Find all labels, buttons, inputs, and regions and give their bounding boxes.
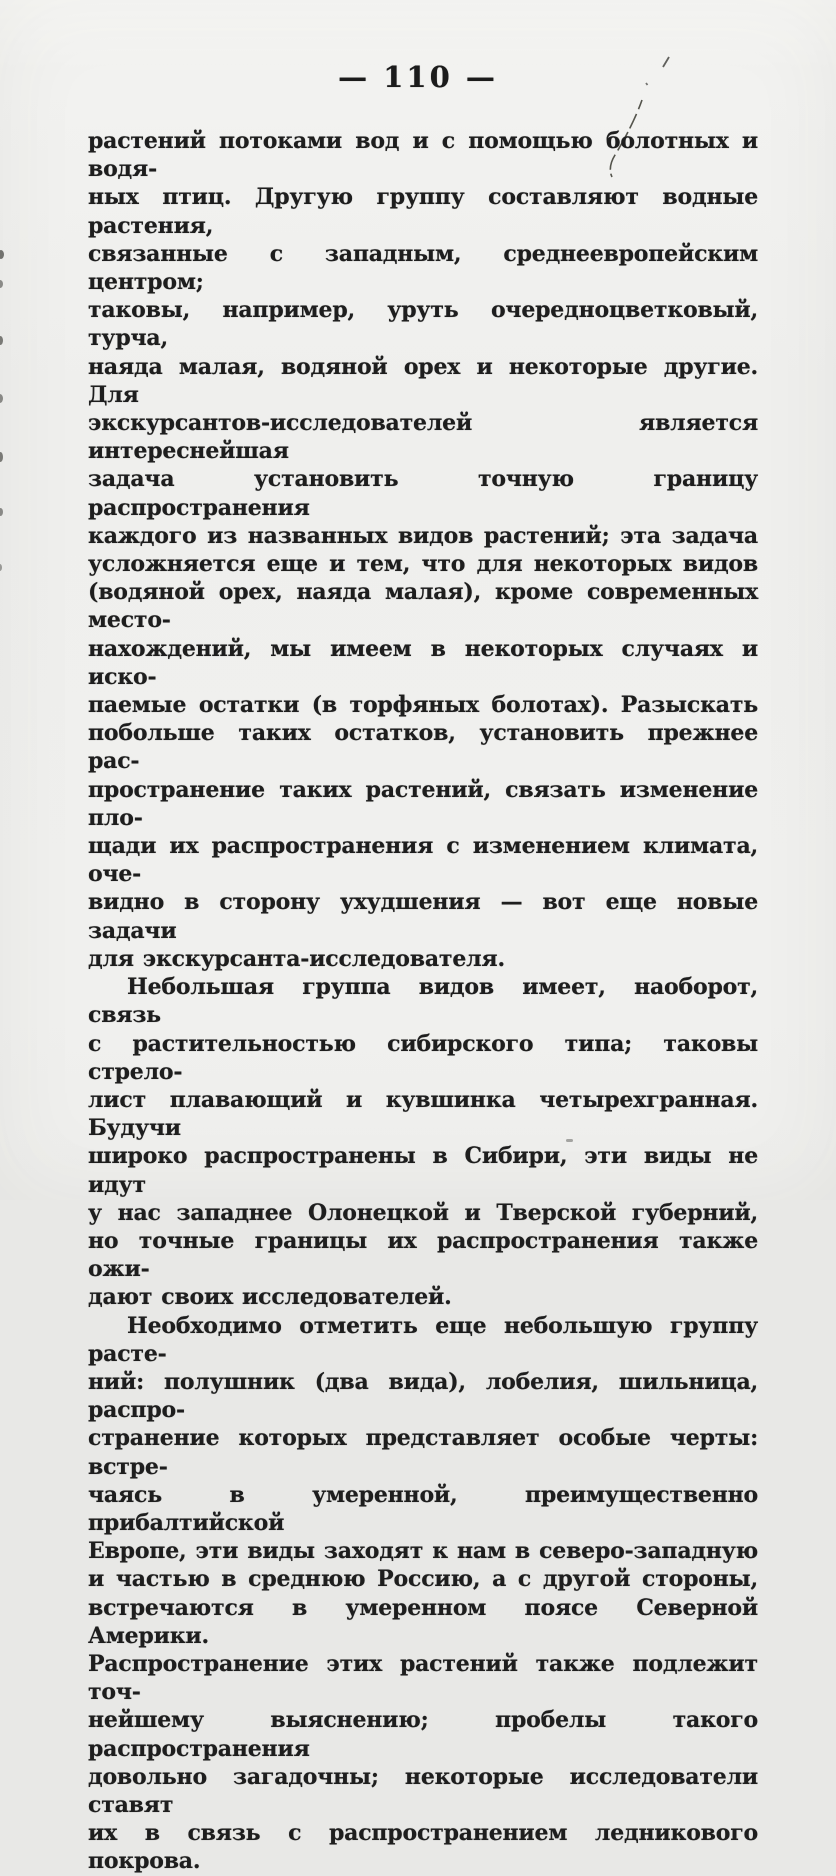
text-line: Европе, эти виды заходят к нам в северо-западную	[88, 1538, 758, 1565]
text-line: лист плавающий и кувшинка четырехгранная. Будучи	[88, 1086, 758, 1142]
text-line: Небольшая группа видов имеет, наоборот, связь	[88, 974, 758, 1029]
text-line: видно в сторону ухудшения — вот еще новые задачи	[88, 889, 758, 944]
text-line: наяда малая, водяной орех и некоторые другие. Для	[88, 353, 758, 408]
text-line: Необходимо отметить еще небольшую группу расте-	[88, 1312, 758, 1367]
text-line: Распространение этих растений также подлежит точ-	[88, 1650, 758, 1706]
text-line: каждого из названных видов растений; эта задача	[88, 522, 758, 549]
text-line: усложняется еще и тем, что для некоторых видов	[88, 551, 758, 578]
text-line: с растительностью сибирского типа; таковы стрело-	[88, 1030, 758, 1085]
text-line: широко распространены в Сибири, эти виды не идут	[88, 1143, 758, 1198]
paragraph	[88, 1312, 758, 1876]
text-line: щади их распространения с изменением климата, оче-	[88, 833, 758, 888]
scan-speck	[0, 564, 2, 571]
text-line: паемые остатки (в торфяных болотах). Разыскать	[88, 692, 758, 719]
text-line: довольно загадочны; некоторые исследователи ставят	[88, 1763, 758, 1818]
paragraph	[88, 127, 758, 973]
scan-speck	[0, 336, 3, 345]
text-line: их в связь с распространением ледникового покрова.	[88, 1820, 758, 1875]
text-line: нахождений, мы имеем в некоторых случаях и иско-	[88, 635, 758, 690]
scan-speck	[0, 452, 3, 462]
body-text	[88, 127, 758, 1876]
text-line: странение которых представляет особые черты: встре-	[88, 1425, 758, 1480]
paragraph	[88, 973, 758, 1311]
text-line: побольше таких остатков, установить прежнее рас-	[88, 720, 758, 775]
text-line: дают своих исследователей.	[88, 1284, 452, 1311]
scan-speck	[0, 250, 4, 259]
text-line: но точные границы их распространения также ожи-	[88, 1227, 758, 1283]
scan-speck	[0, 280, 3, 288]
text-line: встречаются в умеренном поясе Северной Америки.	[88, 1594, 758, 1649]
text-line: нейшему выяснению; пробелы такого распространения	[88, 1707, 758, 1762]
scan-speck	[0, 394, 3, 403]
text-line: связанные с западным, среднеевропейским центром;	[88, 240, 758, 296]
text-line: экскурсантов-исследователей является интереснейшая	[88, 410, 758, 465]
text-line: чаясь в умеренной, преимущественно прибалтийской	[88, 1481, 758, 1536]
text-line: для экскурсанта-исследователя.	[88, 945, 505, 972]
text-line: у нас западнее Олонецкой и Тверской губерний,	[88, 1199, 758, 1226]
text-line: (водяной орех, наяда малая), кроме современных место-	[88, 579, 758, 634]
page-number: — 110 —	[338, 60, 498, 94]
text-line: пространение таких растений, связать изменение пло-	[88, 776, 758, 831]
text-line: таковы, например, уруть очередноцветковый, турча,	[88, 297, 758, 352]
text-line: и частью в среднюю Россию, а с другой стороны,	[88, 1566, 758, 1593]
text-line: ний: полушник (два вида), лобелия, шильница, распро-	[88, 1368, 758, 1424]
text-line: растений потоками вод и с помощью болотных и водя-	[88, 128, 758, 183]
scan-speck	[0, 508, 3, 516]
text-line: задача установить точную границу распространения	[88, 466, 758, 521]
text-line: ных птиц. Другую группу составляют водные растения,	[88, 184, 758, 239]
